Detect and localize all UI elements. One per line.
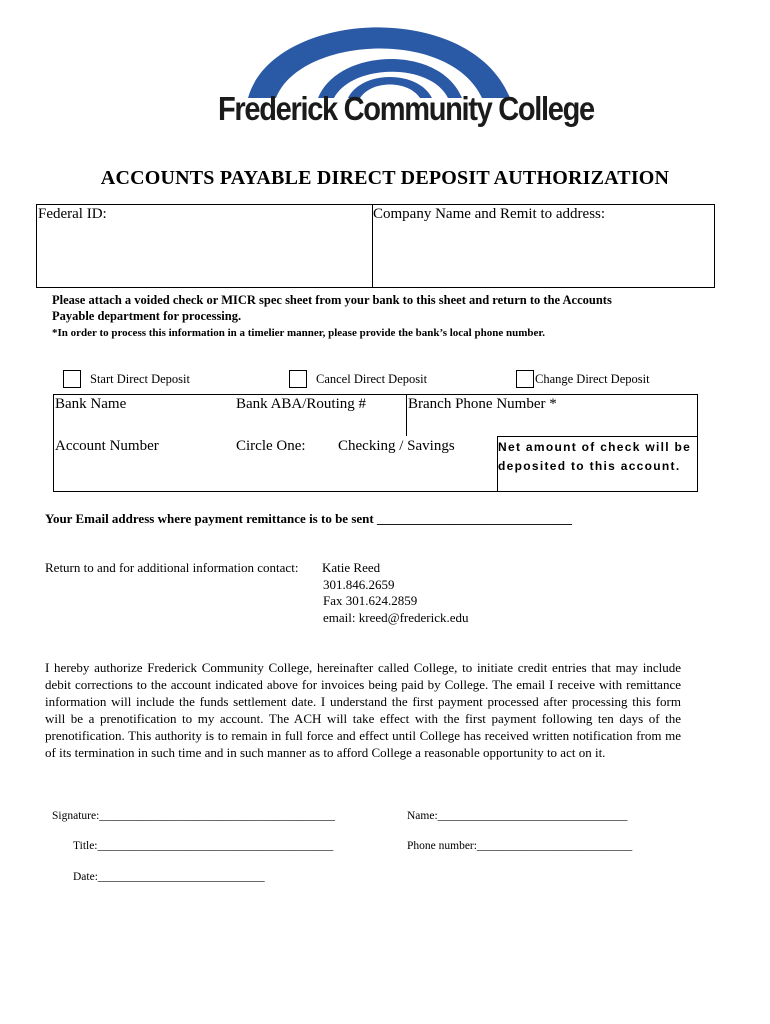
account-number-field[interactable]: Account Number: [55, 438, 159, 454]
name-field[interactable]: Name:_________________________________: [407, 810, 628, 822]
top-fields-box: [36, 204, 715, 288]
net-amount-line-2: deposited to this account.: [498, 459, 681, 473]
phone-note: *In order to process this information in a timelier manner, please provide the bank’s local phone number.: [52, 327, 545, 339]
start-direct-deposit-checkbox[interactable]: [63, 370, 81, 388]
circle-one-label: Circle One:: [236, 438, 306, 454]
signature-field[interactable]: Signature:_________________________________________: [52, 810, 336, 822]
instruction-line-1: Please attach a voided check or MICR spec sheet from your bank to this sheet and return to the Accounts: [52, 293, 612, 307]
bank-box-row-line: [497, 436, 698, 437]
routing-number-field[interactable]: Bank ABA/Routing #: [236, 396, 367, 412]
email-remittance-field[interactable]: Your Email address where payment remittance is to be sent ______________________________: [45, 511, 572, 526]
federal-id-field[interactable]: Federal ID:: [38, 206, 107, 222]
branch-phone-field[interactable]: Branch Phone Number *: [408, 396, 557, 412]
start-direct-deposit-label: Start Direct Deposit: [90, 372, 190, 386]
change-direct-deposit-checkbox[interactable]: [516, 370, 534, 388]
instruction-line-2: Payable department for processing.: [52, 309, 242, 323]
contact-email: email: kreed@frederick.edu: [323, 610, 469, 625]
college-name: Frederick Community College: [218, 90, 594, 127]
account-type-options[interactable]: Checking / Savings: [338, 438, 455, 454]
bank-box-divider: [406, 394, 407, 436]
net-amount-note: [498, 438, 691, 476]
contact-phone: 301.846.2659: [323, 577, 395, 592]
phone-number-field[interactable]: Phone number:___________________________: [407, 840, 633, 852]
contact-fax: Fax 301.624.2859: [323, 593, 418, 608]
change-direct-deposit-label: Change Direct Deposit: [535, 372, 650, 386]
cancel-direct-deposit-checkbox[interactable]: [289, 370, 307, 388]
authorization-paragraph: I hereby authorize Frederick Community College, hereinafter called College, to initiate credit entries that may include debit corrections to the account indicated above for invoices being paid by College. The email I receive with remittance information will include the funds settlement date. I understand the first payment processed after processing this form will be a prenotification to my account. The ACH will take effect with the first payment following ten days of the prenotification. This authority is to remain in full force and effect until College has received written notification from me of its termination in such time and in such manner as to afford College a reasonable opportunity to act on it.: [45, 660, 681, 760]
company-name-field[interactable]: Company Name and Remit to address:: [373, 206, 606, 222]
bank-name-field[interactable]: Bank Name: [55, 396, 127, 412]
title-field[interactable]: Title:_________________________________________: [73, 840, 334, 852]
cancel-direct-deposit-label: Cancel Direct Deposit: [316, 372, 428, 386]
date-field[interactable]: Date:_____________________________: [73, 871, 265, 883]
contact-name: Katie Reed: [322, 560, 381, 575]
contact-label: Return to and for additional information contact:: [45, 560, 299, 575]
form-title: ACCOUNTS PAYABLE DIRECT DEPOSIT AUTHORIZATION: [100, 167, 670, 189]
net-amount-line-1: Net amount of check will be: [498, 440, 692, 454]
